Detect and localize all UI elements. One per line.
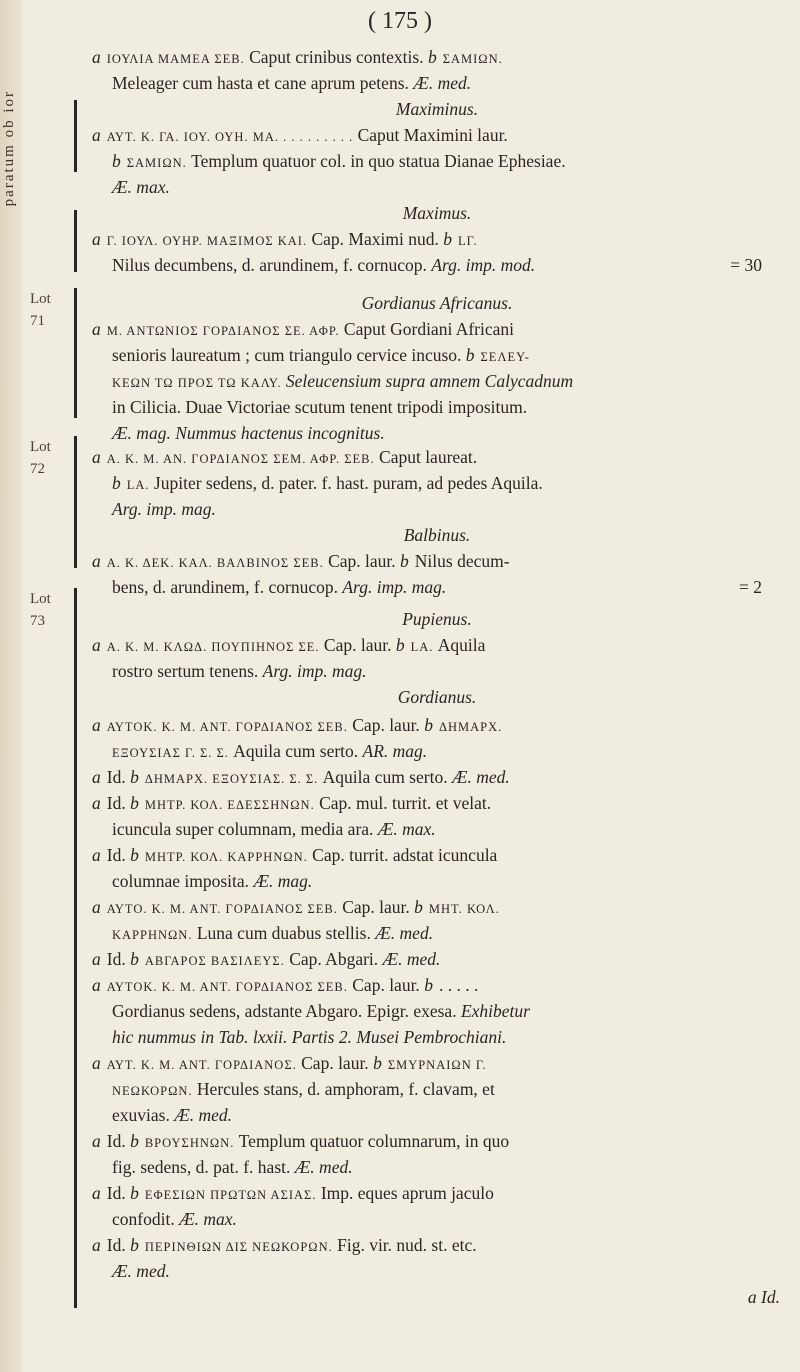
- entry-line: [112, 1076, 782, 1104]
- greek-legend: ΑΥΤ. Κ. Μ. ΑΝΤ. ΓΟΡΔΙΑΝΟΣ.: [106, 1058, 297, 1072]
- reverse-label: b: [130, 1131, 139, 1151]
- greek-legend: LΑ.: [126, 478, 150, 492]
- greek-legend: ΔΗΜΑΡΧ. ΕΞΟΥΣΙΑΣ. Σ. Σ.: [144, 772, 319, 786]
- obverse-label: a: [92, 319, 101, 339]
- greek-legend: ΒΡΟΥΣΗΝΩΝ.: [144, 1136, 235, 1150]
- metal-size: Æ. med.: [413, 73, 472, 93]
- entry-line: [112, 368, 782, 396]
- description: fig. sedens, d. pat. f. hast.: [112, 1157, 291, 1177]
- greek-legend: ΕΞΟΥΣΙΑΣ Γ. Σ. Σ.: [112, 746, 229, 760]
- section-heading: Gordianus Africanus.: [361, 293, 513, 313]
- entry-line: [112, 816, 782, 842]
- entry-line: [92, 712, 782, 740]
- description: . . . . .: [438, 975, 479, 995]
- description: columnae imposita.: [112, 871, 250, 891]
- entry-line: [112, 738, 782, 766]
- greek-legend: ΠΕΡΙΝΘΙΩΝ ΔΙΣ ΝΕΩΚΟΡΩΝ.: [144, 1240, 333, 1254]
- reverse-label: b: [130, 845, 139, 865]
- weight-value: = 2: [739, 577, 762, 597]
- description: Seleucensium supra amnem Calycadnum: [285, 371, 574, 391]
- greek-legend: LΑ.: [410, 640, 434, 654]
- obverse-label: a: [92, 551, 101, 571]
- entry-line: [92, 1180, 782, 1208]
- description: senioris laureatum ; cum triangulo cervice incuso.: [112, 345, 462, 365]
- entry-line: [92, 316, 782, 344]
- description: Gordianus sedens, adstante Abgaro. Epigr. exesa.: [112, 1001, 457, 1021]
- description: Caput crinibus contextis.: [249, 47, 424, 67]
- greek-legend: ΝΕΩΚΟΡΩΝ.: [112, 1084, 193, 1098]
- metal-size: Æ. mag. Nummus hactenus incognitus.: [112, 423, 385, 443]
- section-heading: Maximinus.: [395, 99, 479, 119]
- description: Id.: [106, 793, 126, 813]
- description: Nilus decumbens, d. arundinem, f. cornucop.: [112, 255, 427, 275]
- metal-size: Æ. med.: [451, 767, 510, 787]
- greek-legend: ΑΒΓΑΡΟΣ ΒΑΣΙΛΕΥΣ.: [144, 954, 285, 968]
- description: Meleager cum hasta et cane aprum petens.: [112, 73, 409, 93]
- description: Jupiter sedens, d. pater. f. hast. puram, ad pedes Aquila.: [153, 473, 543, 493]
- description: in Cilicia. Duae Victoriae scutum tenent tripodi impositum.: [112, 397, 528, 417]
- margin-note-lot: [30, 588, 51, 632]
- obverse-label: a: [92, 949, 101, 969]
- description: Caput Maximini laur.: [357, 125, 508, 145]
- weight-value: = 30: [730, 255, 762, 275]
- metal-size: Æ. med.: [375, 923, 434, 943]
- greek-legend: ΕΦΕΣΙΩΝ ΠΡΩΤΩΝ ΑΣΙΑΣ.: [144, 1188, 317, 1202]
- reverse-label: b: [112, 151, 121, 171]
- description: Id.: [106, 1183, 126, 1203]
- entry-line: [112, 1154, 782, 1180]
- reverse-label: b: [130, 767, 139, 787]
- greek-legend: ΑΥΤΟΚ. Κ. Μ. ΑΝΤ. ΓΟΡΔΙΑΝΟΣ ΣΕΒ.: [106, 980, 348, 994]
- note: Exhibetur: [460, 1001, 530, 1021]
- reverse-label: b: [424, 975, 433, 995]
- entry-line: [92, 632, 782, 660]
- entry-line: [92, 894, 782, 922]
- entry-line: [92, 44, 782, 72]
- description: Caput Gordiani Africani: [343, 319, 515, 339]
- description: Cap. laur.: [342, 897, 410, 917]
- bracket: [74, 100, 77, 172]
- metal-size: Æ. max.: [112, 177, 170, 197]
- reverse-label: b: [130, 793, 139, 813]
- description: Nilus decum-: [414, 551, 510, 571]
- lot-number: 73: [30, 613, 45, 629]
- entry-line: [92, 444, 782, 472]
- greek-legend: ΚΕΩΝ ΤΩ ΠΡΟΣ ΤΩ ΚΑΛΥ.: [112, 376, 282, 390]
- description: Cap. laur.: [352, 715, 420, 735]
- metal-size: Arg. imp. mag.: [112, 499, 216, 519]
- description: Id.: [106, 1235, 126, 1255]
- bracket: [74, 588, 77, 1308]
- reverse-label: b: [130, 949, 139, 969]
- greek-legend: ΣΑΜΙΩΝ.: [126, 156, 187, 170]
- greek-legend: ΚΑΡΡΗΝΩΝ.: [112, 928, 193, 942]
- obverse-label: a: [92, 897, 101, 917]
- lot-number: 71: [30, 313, 45, 329]
- obverse-label: a: [92, 1053, 101, 1073]
- obverse-label: a: [92, 635, 101, 655]
- greek-legend: Γ. ΙΟΥΛ. ΟΥΗΡ. ΜΑΞΙΜΟΣ ΚΑΙ.: [106, 234, 308, 248]
- greek-legend: ΔΗΜΑΡΧ.: [438, 720, 503, 734]
- entry-line: [92, 1050, 782, 1078]
- section-heading: Gordianus.: [397, 687, 477, 707]
- greek-legend: ΑΥΤΟ. Κ. Μ. ΑΝΤ. ΓΟΡΔΙΑΝΟΣ ΣΕΒ.: [106, 902, 338, 916]
- catchword: a Id.: [747, 1287, 780, 1307]
- lot-label: Lot: [30, 291, 51, 307]
- description: Id.: [106, 767, 126, 787]
- description: Id.: [106, 845, 126, 865]
- entry-line: [112, 148, 782, 176]
- reverse-label: b: [424, 715, 433, 735]
- metal-size: Æ. med.: [294, 1157, 353, 1177]
- reverse-label: b: [465, 345, 475, 365]
- section-heading: Maximus.: [402, 203, 472, 223]
- note: hic nummus in Tab. lxxii. Partis 2. Musei Pembrochiani.: [112, 1027, 507, 1047]
- greek-legend: LΓ.: [457, 234, 478, 248]
- bracket: [74, 436, 77, 568]
- entry-line: [92, 764, 782, 792]
- obverse-label: a: [92, 447, 101, 467]
- entry-line: [92, 1128, 782, 1156]
- entry-line: [112, 342, 782, 370]
- entry-line: [112, 920, 782, 948]
- entry-line: [112, 868, 782, 894]
- metal-size: Æ. mag.: [253, 871, 313, 891]
- reverse-label: b: [130, 1183, 139, 1203]
- obverse-label: a: [92, 767, 101, 787]
- description: icuncula super columnam, media ara.: [112, 819, 374, 839]
- lot-label: Lot: [30, 591, 51, 607]
- metal-size: Arg. imp. mag.: [342, 577, 447, 597]
- description: Aquila cum serto.: [233, 741, 359, 761]
- description: Aquila cum serto.: [322, 767, 448, 787]
- obverse-label: a: [92, 845, 101, 865]
- greek-legend: Α. Κ. Μ. ΑΝ. ΓΟΡΔΙΑΝΟΣ ΣΕΜ. ΑΦΡ. ΣΕΒ.: [106, 452, 375, 466]
- greek-legend: Α. Κ. Μ. ΚΛΩΔ. ΠΟΥΠΙΗΝΟΣ ΣΕ.: [106, 640, 320, 654]
- reverse-label: b: [112, 473, 121, 493]
- entry-line: [112, 1206, 782, 1232]
- obverse-label: a: [92, 975, 101, 995]
- greek-legend: ΣΜΥΡΝΑΙΩΝ Γ.: [387, 1058, 487, 1072]
- obverse-label: a: [92, 47, 101, 67]
- greek-legend: ΜΗΤ. ΚΟΛ.: [428, 902, 500, 916]
- entry-line: [92, 226, 782, 254]
- obverse-label: a: [92, 715, 101, 735]
- greek-legend: ΙΟΥΛΙΑ ΜΑΜΕΑ ΣΕΒ.: [106, 52, 245, 66]
- greek-legend: Α. Κ. ΔΕΚ. ΚΑΛ. ΒΑΛΒΙΝΟΣ ΣΕΒ.: [106, 556, 324, 570]
- entry-line: [92, 790, 782, 818]
- description: Cap. laur.: [328, 551, 396, 571]
- reverse-label: b: [414, 897, 423, 917]
- greek-legend: ΜΗΤΡ. ΚΟΛ. ΚΑΡΡΗΝΩΝ.: [144, 850, 308, 864]
- description: Cap. laur.: [352, 975, 420, 995]
- description: Luna cum duabus stellis.: [196, 923, 371, 943]
- description: exuvias.: [112, 1105, 170, 1125]
- entry-line: [112, 574, 782, 600]
- obverse-label: a: [92, 229, 101, 249]
- description: rostro sertum tenens.: [112, 661, 259, 681]
- entry-line: [112, 1102, 782, 1128]
- entry-line: [92, 972, 782, 1000]
- description: confodit.: [112, 1209, 175, 1229]
- reverse-label: b: [427, 47, 437, 67]
- entry-line: [112, 658, 782, 684]
- bracket: [74, 210, 77, 272]
- entry-line: [112, 70, 782, 96]
- greek-legend: ΑΥΤΟΚ. Κ. Μ. ΑΝΤ. ΓΟΡΔΙΑΝΟΣ ΣΕΒ.: [106, 720, 348, 734]
- obverse-label: a: [92, 125, 101, 145]
- description: Imp. eques aprum jaculo: [320, 1183, 494, 1203]
- metal-size: Æ. max.: [179, 1209, 237, 1229]
- binding-spine: [0, 0, 22, 1372]
- entry-line: [112, 394, 782, 420]
- entry-line: [92, 548, 782, 576]
- description: Fig. vir. nud. st. etc.: [337, 1235, 477, 1255]
- entry-line: [112, 470, 782, 498]
- greek-legend: ΑΥΤ. Κ. ΓΑ. ΙΟΥ. ΟΥΗ. ΜΑ. . . . . . . . . .: [106, 130, 354, 144]
- entry-line: [112, 252, 782, 278]
- entry-line: [92, 946, 782, 974]
- description: Cap. laur.: [301, 1053, 369, 1073]
- description: Templum quatuor columnarum, in quo: [238, 1131, 510, 1151]
- metal-size: Æ. med.: [174, 1105, 233, 1125]
- description: Cap. mul. turrit. et velat.: [319, 793, 492, 813]
- greek-legend: ΣΕΛΕΥ-: [480, 350, 530, 364]
- metal-size: Arg. imp. mod.: [431, 255, 536, 275]
- description: Cap. Abgari.: [289, 949, 379, 969]
- entry-line: [92, 842, 782, 870]
- page-number: ( 175 ): [368, 8, 432, 34]
- margin-note-lot: [30, 436, 51, 480]
- metal-size: AR. mag.: [362, 741, 428, 761]
- reverse-label: b: [400, 551, 409, 571]
- obverse-label: a: [92, 1235, 101, 1255]
- reverse-label: b: [373, 1053, 382, 1073]
- reverse-label: b: [130, 1235, 139, 1255]
- spine-text: paratum ob ior: [1, 90, 17, 207]
- obverse-label: a: [92, 793, 101, 813]
- description: Cap. turrit. adstat icuncula: [312, 845, 498, 865]
- greek-legend: Μ. ΑΝΤΩΝΙΟΣ ΓΟΡΔΙΑΝΟΣ ΣΕ. ΑΦΡ.: [106, 324, 340, 338]
- description: Id.: [106, 949, 126, 969]
- entry-line: [92, 122, 782, 150]
- lot-label: Lot: [30, 439, 51, 455]
- metal-size: Arg. imp. mag.: [262, 661, 367, 681]
- metal-size: Æ. med.: [382, 949, 441, 969]
- margin-note-lot: [30, 288, 51, 332]
- obverse-label: a: [92, 1183, 101, 1203]
- description: Id.: [106, 1131, 126, 1151]
- description: Hercules stans, d. amphoram, f. clavam, et: [196, 1079, 495, 1099]
- greek-legend: ΜΗΤΡ. ΚΟΛ. ΕΔΕΣΣΗΝΩΝ.: [144, 798, 315, 812]
- greek-legend: ΣΑΜΙΩΝ.: [442, 52, 503, 66]
- metal-size: Æ. med.: [112, 1261, 170, 1281]
- obverse-label: a: [92, 1131, 101, 1151]
- description: Caput laureat.: [379, 447, 478, 467]
- reverse-label: b: [395, 635, 405, 655]
- lot-number: 72: [30, 461, 45, 477]
- description: Cap. laur.: [323, 635, 392, 655]
- description: bens, d. arundinem, f. cornucop.: [112, 577, 338, 597]
- reverse-label: b: [443, 229, 452, 249]
- metal-size: Æ. max.: [377, 819, 436, 839]
- entry-line: [92, 1232, 782, 1260]
- section-heading: Pupienus.: [402, 609, 472, 629]
- section-heading: Balbinus.: [403, 525, 471, 545]
- entry-line: [112, 998, 782, 1024]
- description: Templum quatuor col. in quo statua Dianae Ephesiae.: [191, 151, 566, 171]
- bracket: [74, 288, 77, 418]
- description: Cap. Maximi nud.: [311, 229, 439, 249]
- description: Aquila: [437, 635, 486, 655]
